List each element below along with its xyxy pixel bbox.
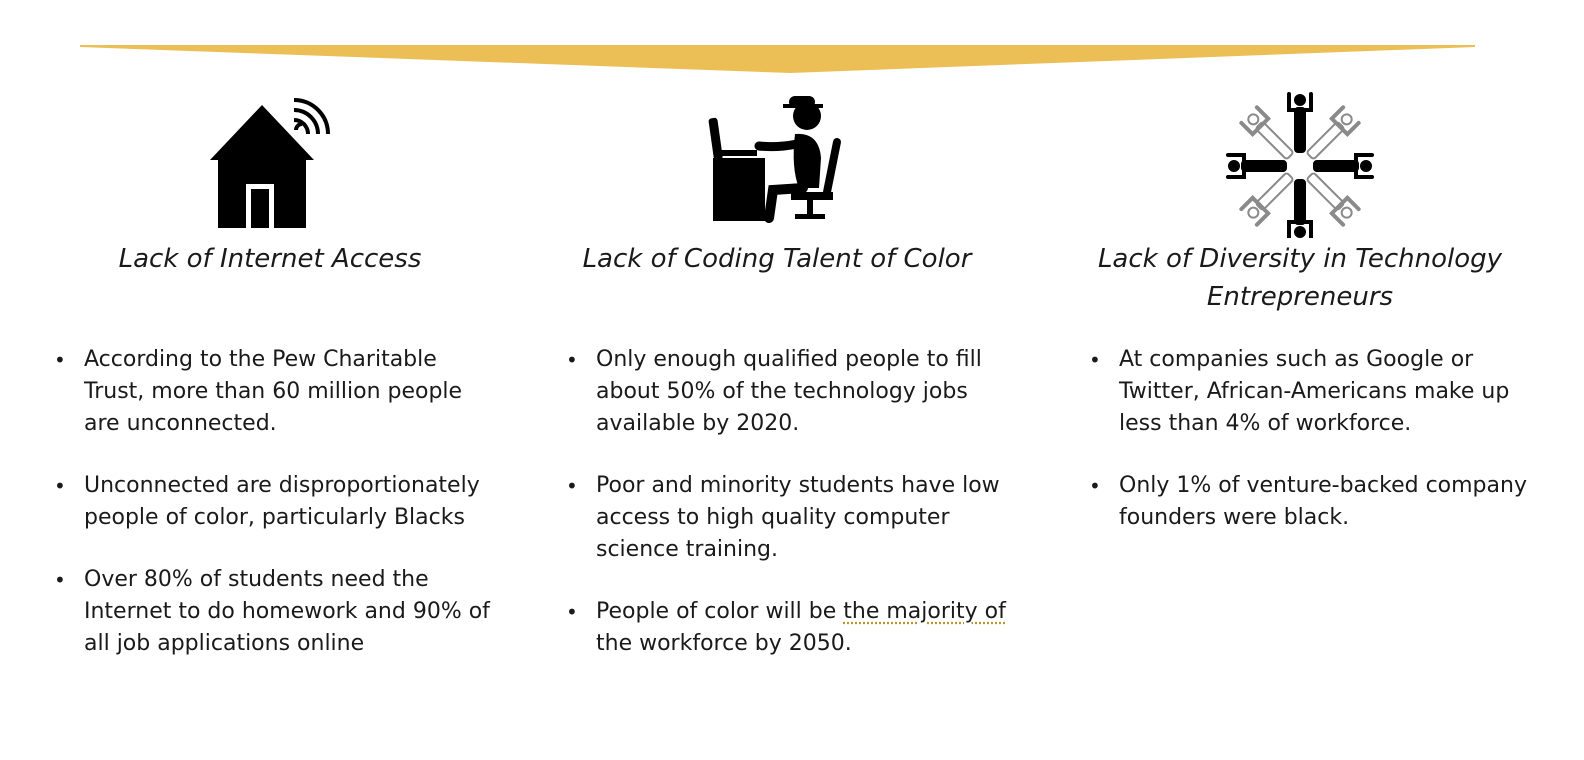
bullet-dot: • [566, 600, 578, 624]
diverse-people-circle-icon [1225, 88, 1375, 233]
person-at-computer-icon [707, 88, 852, 233]
list-item [552, 470, 1012, 566]
bullet-dot: • [54, 474, 66, 498]
person-figure [1302, 168, 1359, 225]
list-item [552, 344, 1012, 440]
column-heading: Lack of Internet Access [118, 244, 422, 274]
bullet-dot: • [566, 474, 578, 498]
list-item [552, 596, 1012, 660]
ring-center [1288, 154, 1312, 178]
column-coding-talent [552, 0, 1022, 760]
column-heading: Lack of Diversity in Technology Entrepreneurs [1097, 244, 1503, 312]
bullet-text-part: the workforce by 2050. [596, 631, 852, 656]
bullet-text: Poor and minority students have low access to high quality computer science training. [596, 473, 1000, 562]
person-figure [1289, 180, 1311, 238]
bullet-dot: • [54, 568, 66, 592]
person-figure [1302, 107, 1359, 164]
bullet-text-part: People of color will be [596, 599, 844, 624]
bullet-dot: • [566, 348, 578, 372]
bullet-text: Only 1% of venture-backed company founders were black. [1119, 473, 1527, 530]
person-figure [1314, 155, 1372, 177]
bullet-text [596, 599, 1006, 656]
bullet-dot: • [54, 348, 66, 372]
person-figure [1289, 94, 1311, 152]
bullet-text: Only enough qualified people to fill about 50% of the technology jobs available by 2020. [596, 347, 982, 436]
list-item [40, 344, 500, 440]
bullet-text: According to the Pew Charitable Trust, more than 60 million people are unconnected. [84, 347, 463, 436]
bullet-list [552, 344, 1012, 690]
list-item [40, 564, 500, 660]
list-item [40, 470, 500, 534]
person-figure [1241, 107, 1298, 164]
list-item [1075, 344, 1535, 440]
bullet-list [1075, 344, 1535, 564]
column-diversity-entrepreneurs [1075, 0, 1545, 760]
bullet-dot: • [1089, 348, 1101, 372]
bullet-text: Unconnected are disproportionately people of color, particularly Blacks [84, 473, 480, 530]
house-wifi-icon [200, 88, 340, 233]
person-figure [1228, 155, 1286, 177]
spellcheck-underline: the majority of [843, 599, 1006, 624]
list-item [1075, 470, 1535, 534]
bullet-text: At companies such as Google or Twitter, African-Americans make up less than 4% of workforce. [1119, 347, 1510, 436]
column-heading: Lack of Coding Talent of Color [582, 244, 972, 274]
bullet-list [40, 344, 500, 690]
bullet-dot: • [1089, 474, 1101, 498]
person-figure [1241, 168, 1298, 225]
column-internet-access [40, 0, 510, 760]
bullet-text: Over 80% of students need the Internet to do homework and 90% of all job applications online [84, 567, 490, 656]
